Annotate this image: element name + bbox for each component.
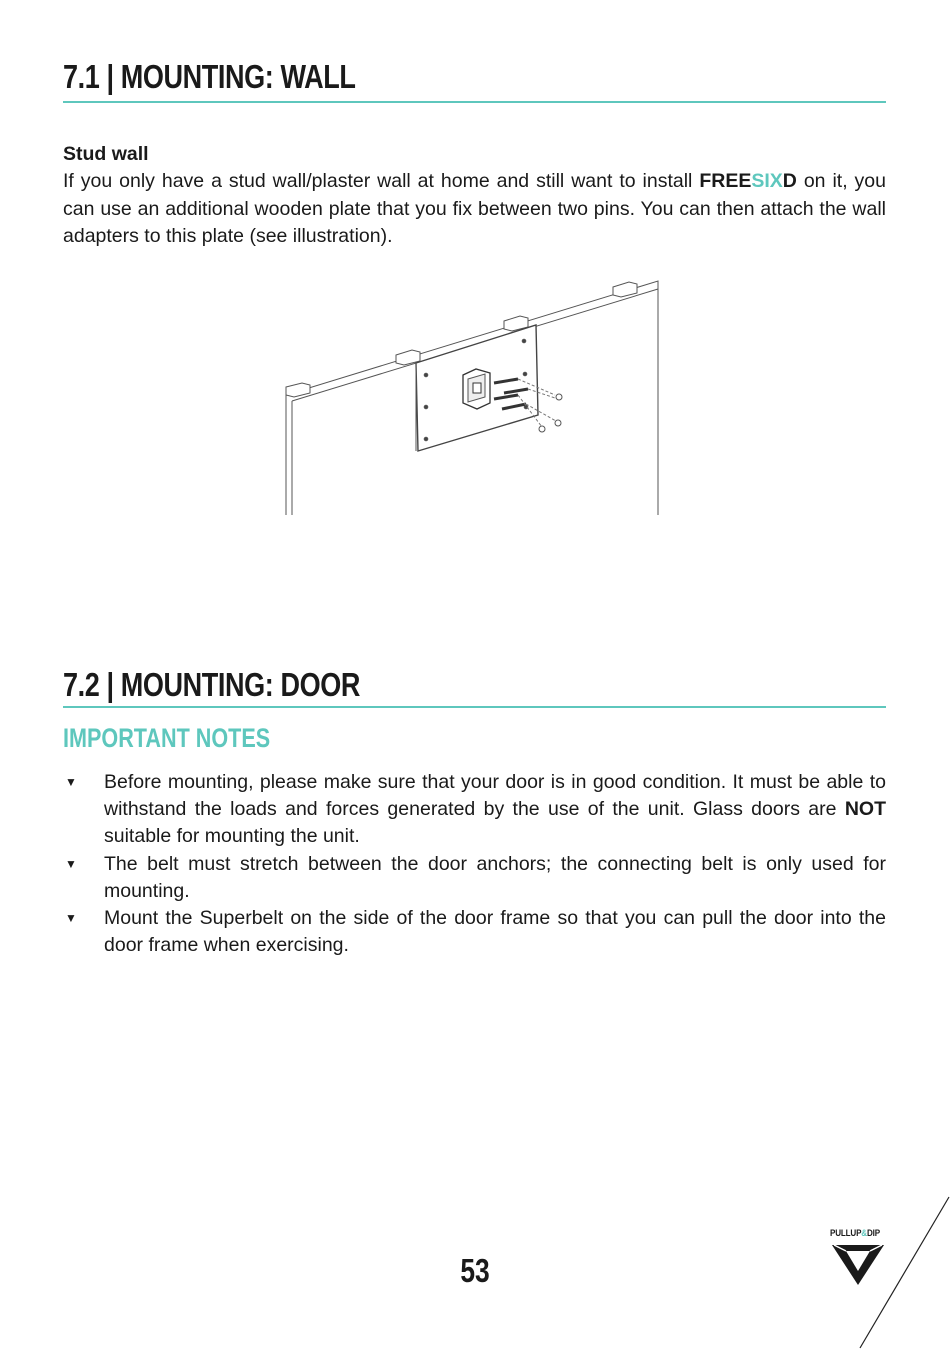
- section-heading-wall: 7.1 | MOUNTING: WALL: [63, 58, 356, 95]
- brand-name: [699, 170, 797, 192]
- note-emphasis: NOT: [844, 798, 886, 821]
- corner-diagonal-line: [855, 1195, 950, 1350]
- important-notes-heading: IMPORTANT NOTES: [63, 723, 271, 753]
- note-text: Mount the Superbelt on the side of the door frame so that you can pull the door into the door frame when exercising.: [104, 907, 886, 957]
- list-item: [63, 905, 886, 959]
- list-item: [63, 769, 886, 851]
- para-text-after: on it, you can use an additional wooden plate that you fix between two pins. You can then attach the wall adapters to this plate (see illustration).: [63, 170, 886, 248]
- stud-wall-illustration: [280, 275, 665, 520]
- heading-rule: [63, 101, 886, 103]
- section-heading-door: 7.2 | MOUNTING: DOOR: [63, 666, 361, 703]
- logo-text: PULLUP&DIP: [830, 1228, 880, 1239]
- para-text-before: If you only have a stud wall/plaster wall at home and still want to install: [63, 170, 700, 193]
- stud-wall-subheading: Stud wall: [63, 143, 149, 165]
- brand-part-free: FREE: [699, 170, 752, 193]
- brand-part-d: D: [782, 170, 797, 193]
- page-number: 53: [460, 1252, 490, 1289]
- important-notes-list: [63, 769, 886, 959]
- list-item: [63, 851, 886, 905]
- triangle-down-icon: ▼: [65, 856, 77, 871]
- note-text: Before mounting, please make sure that your door is in good condition. It must be able to withstand the loads and forces generated by the use of the unit. Glass doors are: [104, 771, 886, 821]
- note-text: suitable for mounting the unit.: [104, 825, 360, 848]
- stud-wall-paragraph: [63, 141, 886, 251]
- note-text: The belt must stretch between the door anchors; the connecting belt is only used for mounting.: [104, 852, 886, 902]
- triangle-down-icon: ▼: [65, 775, 77, 789]
- triangle-down-icon: ▼: [65, 911, 77, 926]
- heading-rule: [63, 706, 886, 708]
- brand-part-six: SIX: [751, 170, 783, 193]
